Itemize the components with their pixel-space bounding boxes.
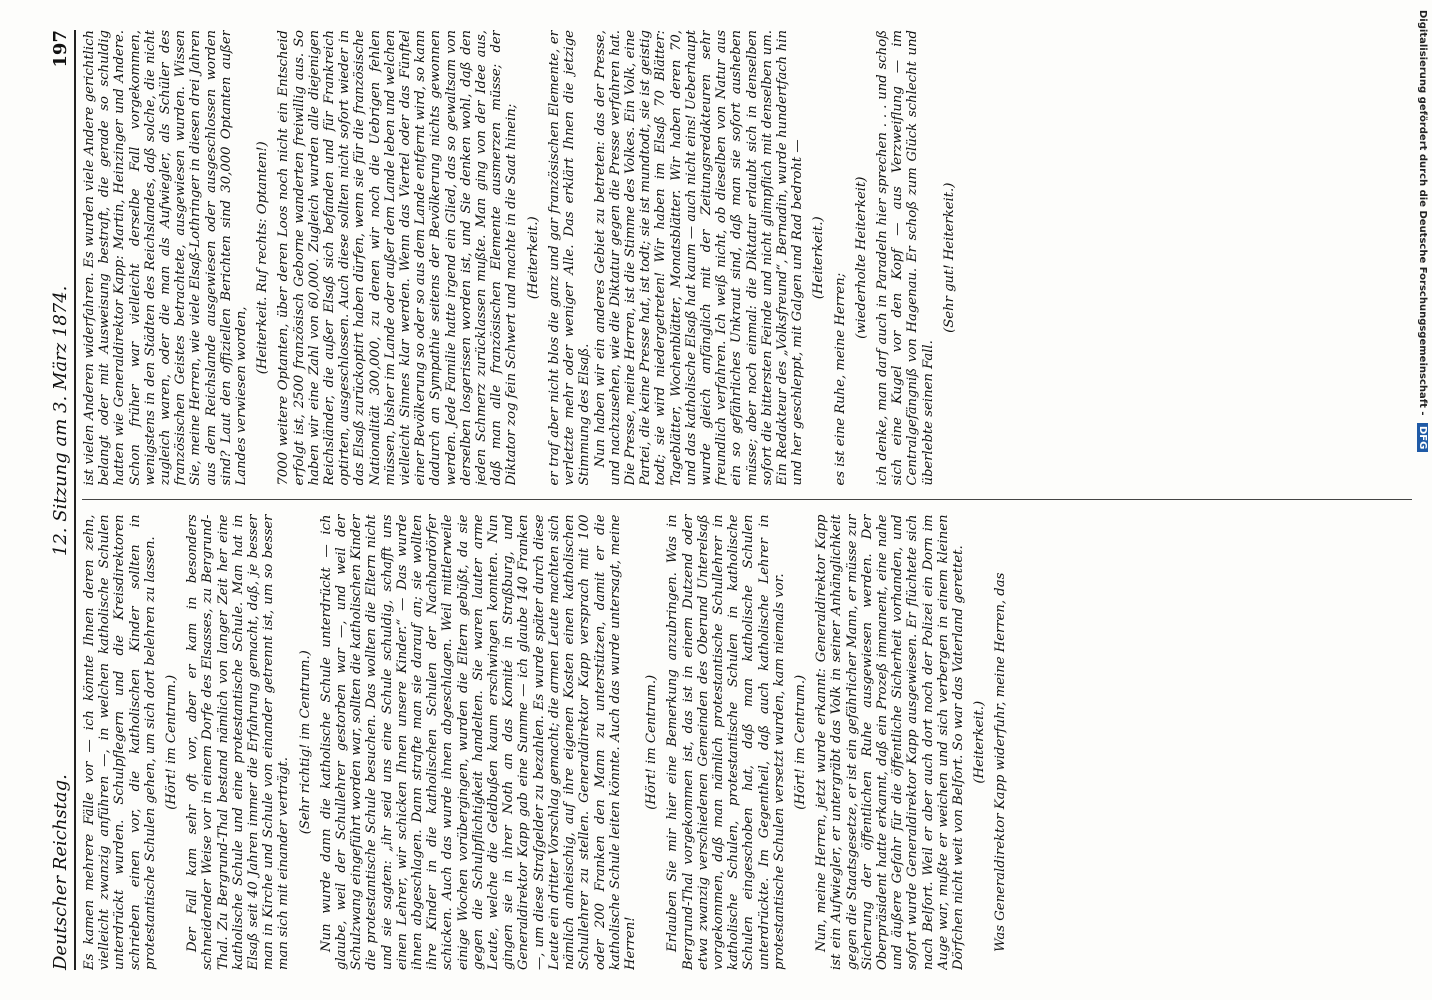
paragraph: es ist eine Ruhe, meine Herren; [832, 272, 848, 486]
applause-note: (Sehr gut! Heiterkeit.) [941, 182, 957, 333]
page-number: 197 [50, 30, 71, 68]
text-column-left [82, 515, 1412, 971]
header-publication: Deutscher Reichstag. [50, 774, 71, 970]
applause-note: (Hört! im Centrum.) [644, 674, 660, 810]
paragraph: Der Fall kam sehr oft vor, aber er kam in besonders schneidender Weise vor in einem Dorfe des Elsasses, zu Bergrund-Thal. Zu Bergrund-Thal bestand nämlich von langer Zeit her eine katholische Schule und eine protestantische Schule. Man hat in Elsaß seit 40 Jahren immer die Erfahrung gemacht, daß, je besser man in Kirche und Schule von einander getrennt ist, um so besser man sich mit einander verträgt. [185, 514, 292, 970]
rotated-page-content [30, 0, 1430, 1000]
paragraph: 7000 weitere Optanten, über deren Loos noch nicht ein Entscheid erfolgt ist, 2500 französisch Geborne wanderten freiwillig aus. So haben wir eine Zahl von 60,000. Zugleich wurden alle diejenigen Reichsländer, die außer Elsaß sich befanden und für Frankreich optirten, ausgeschlossen. Auch diese sollten nicht sofort wieder in das Elsaß zurückoptirt haben dürfen, wenn sie für die französische Nationalität 300,000, zu denen wir noch die Uebrigen fehlen müssen, bisher im Lande oder außer dem Lande leben und welchen vielleicht Sinnes klar werden. Wenn das Viertel oder das Fünftel einer Bevölkerung so oder so aus dem Lande entfernt wird, so kann dadurch an Sympathie seitens der Bevölkerung nichts gewonnen werden. Jede Familie hatte irgend ein Glied, das so gewaltsam von derselben losgerissen worden ist, und Sie denken wohl, daß den jeden Schmerz zurücklassen mußte. Man ging von der Idee aus, daß man alle französischen Elemente ausmerzen müsse; der Diktator zog fein Schwert und machte in die Saat hinein; [276, 30, 520, 486]
applause-note: (Heiterkeit.) [525, 216, 541, 300]
applause-note: (Hört! im Centrum.) [792, 674, 808, 810]
paragraph: Es kamen mehrere Fälle vor — ich könnte Ihnen deren zehn, vielleicht zwanzig anführen —, in welchen katholische Schulen unterdrückt wurden. Schulpflegern und die Kreisdirektoren schrieben einen vor, die katholischen Kinder sollten in protestantische Schulen gehen, um sich dort belehren zu lassen. [82, 514, 158, 970]
text-columns [82, 30, 1412, 970]
paragraph: er traf aber nicht blos die ganz und gar französischen Elemente, er verletzte mehr oder weniger Alle. Das erklärt Ihnen die jetzige Stimmung des Elsaß. [546, 30, 593, 486]
dfg-logo: DFG [1417, 423, 1428, 452]
applause-note: (Heiterkeit.) [972, 700, 988, 784]
applause-note: (wiederholte Heiterkeit) [853, 176, 869, 339]
page-header [50, 30, 76, 970]
paragraph: ist vielen Anderen widerfahren. Es wurden viele Andere gerichtlich belangt oder mit Ausweisung bestraft, die gerade so schuldig hatten wie Generaldirektor Kapp: Martin, Heinzinger und Andere. Schon früher war vielleicht derselbe Fall vorgekommen, wenigstens in den Städten des Reichslandes, daß solche, die nicht zugleich waren, oder die man als Aufwiegler, als Schüler des französischen Geistes betrachtete, ausgewiesen wurden. Wissen Sie, meine Herren, wie viele Elsaß-Lothringer in diesen drei Jahren aus dem Reichslande ausgewiesen oder ausgeschlossen worden sind? Laut den offiziellen Berichten sind 30,000 Optanten außer Landes verwiesen worden, [82, 30, 250, 486]
applause-note: (Sehr richtig! im Centrum.) [297, 650, 313, 835]
paragraph: Erlauben Sie mir hier eine Bemerkung anzubringen. Was in Bergrund-Thal vorgekommen ist, das ist in einem Dutzend oder etwa zwanzig verschiedenen Gemeinden des Oberund Unterelsaß vorgekommen, daß man nämlich protestantische Schullehrer in katholische Schulen, protestantische Schulen in katholische Schulen eingeschoben hat, daß man katholische Schulen unterdrückte. Im Gegentheil, daß auch katholische Lehrer in protestantische Schulen versetzt wurden, kam niemals vor. [665, 514, 787, 970]
paragraph: Nun, meine Herren, jetzt wurde erkannt: Generaldirektor Kapp ist ein Aufwiegler, er untergräbt das Volk in seiner Anhänglichkeit gegen die Staatsgesetze, er ist ein gefährlicher Mann, er müsse zur Sicherung der öffentlichen Ruhe ausgewiesen werden. Der Oberpräsident hatte erkannt, daß ein Prozeß immanent, eine nahe und äußere Gefahr für die öffentliche Sicherheit vorhanden, und sofort wurde Generaldirektor Kapp ausgewiesen. Er flüchtete sich nach Belfort. Weil er aber auch dort noch der Polizei ein Dorn im Auge war, mußte er weichen und sich verbergen in einem kleinen Dörfchen nicht weit von Belfort. So war das Vaterland gerettet. [814, 514, 966, 970]
paragraph: Was Generaldirektor Kapp widerfuhr, meine Herren, das [993, 572, 1009, 952]
credit-text: Digitalisierung gefördert durch die Deutsche Forschungsgemeinschaft - [1417, 10, 1428, 416]
column-divider [82, 500, 1412, 501]
paragraph: ich denke, man darf auch in Paradeln hier sprechen . . . und schoß sich eine Kugel vor den Kopf — aus Verzweiflung — im Centralgefängniß von Hagenau. Er schoß zum Glück schlecht und überlebte seinen Fall. [874, 30, 936, 486]
applause-note: (Heiterkeit. Ruf rechts: Optanten!) [255, 141, 271, 375]
paragraph: Nun haben wir ein anderes Gebiet zu betreten: das der Presse, und nachzusehen, wie die Diktatur gegen die Presse verfahren hat. Die Presse, meine Herren, ist die Stimme des Volkes. Ein Volk, eine Partei, die keine Presse hat, ist todt; sie ist mundtodt, sie ist geistig todt; sie wird niedergetreten! Wir haben im Elsaß 70 Blätter: Tageblätter, Wochenblätter, Monatsblätter. Wir haben deren 70, und das katholische Elsaß hat kaum — auch nicht eins! Ueberhaupt wurde gleich anfänglich mit der Zeitungsredakteuren sehr freundlich verfahren. Ich weiß nicht, ob dieselben von Natur aus ein so gefährliches Unkraut sind, daß man sie sofort ausheben müsse; aber noch einmal: die Diktatur erlaubt sich in denselben sofort die bittersten Feinde und nicht glimpflich mit denselben um. Ein Redakteur des „Volksfreund“, Bernadin, wurde hundertfach hin und her geschleppt, mit Galgen und Rad bedroht — [592, 30, 806, 486]
paragraph: Nun wurde dann die katholische Schule unterdrückt — ich glaube, weil der Schullehrer gestorben war —, und weil der Schulzwang eingeführt worden war, sollten die katholischen Kinder die protestantische Schule besuchen. Das wollten die Eltern nicht und sie sagten: „ihr seid uns eine Schule schuldig, schafft uns einen Lehrer, wir schicken Ihnen unsere Kinder.“ — Das wurde ihnen abgeschlagen. Dann strafte man sie darauf an; sie wollten ihre Kinder in die katholischen Schulen der Nachbardörfer schicken. Auch das wurde ihnen abgeschlagen. Weil mittlerweile einige Wochen vorübergingen, wurden die Eltern gebüßt, da sie gegen die Schulpflichtigkeit handelten. Sie waren lauter arme Leute, welche die Geldbußen kaum erschwingen konnten. Nun gingen sie in ihrer Noth an das Komité in Straßburg, und Generaldirektor Kapp gab eine Summe — ich glaube 140 Franken —, um diese Strafgelder zu bezahlen. Es wurde später durch diese Leute ein dritter Vorschlag gemacht; die armen Leute machten sich nämlich anheischig, auf ihre eigenen Kosten einen katholischen Schullehrer zu stellen. Generaldirektor Kapp versprach mit 100 oder 200 Franken den Mann zu unterstützen, damit er die katholische Schule leiten könnte. Auch das wurde untersagt, meine Herren! [318, 514, 638, 970]
digitization-credit [1414, 10, 1430, 990]
header-session: 12. Sitzung am 3. März 1874. [50, 285, 71, 557]
text-column-right [82, 30, 1412, 486]
applause-note: (Heiterkeit.) [811, 216, 827, 300]
applause-note: (Hört! im Centrum.) [164, 674, 180, 810]
